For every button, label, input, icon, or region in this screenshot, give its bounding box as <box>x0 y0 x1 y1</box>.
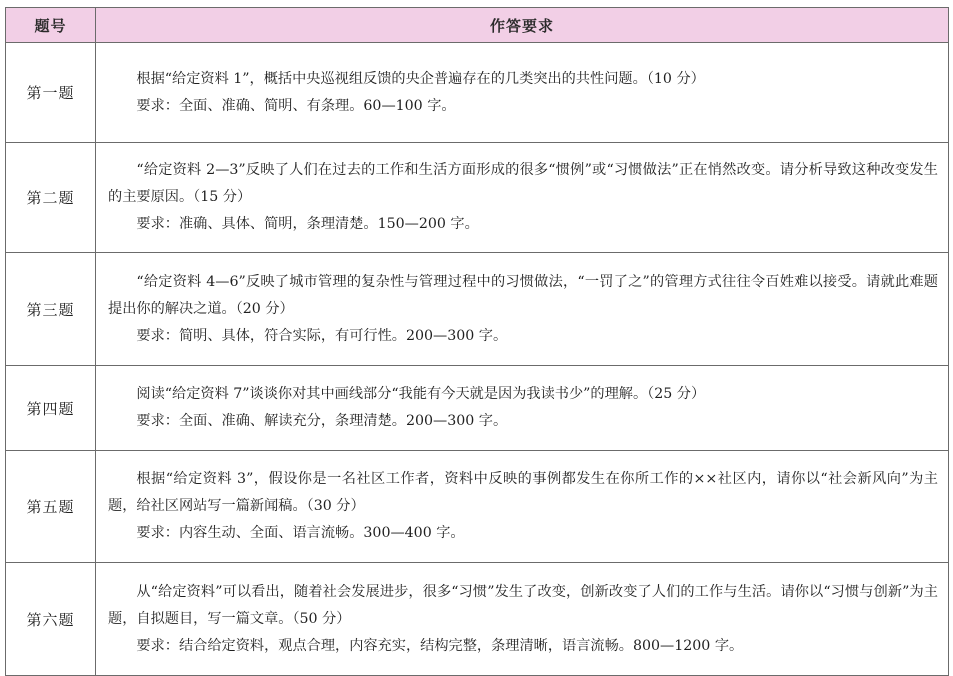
prompt-line: 内，请你以“社会新风向”为主题，给社区网站写一篇新闻稿。（30 分） <box>108 471 938 514</box>
prompt-line: 根据“给定资料 3”，假设你是一名社区工作者，资料中反映的事例都发生在你所工作的××社区 <box>136 471 748 487</box>
prompt-line: 根据“给定资料 1”，概括中央巡视组反馈的央企普遍存在的几类突出的共性问题。（10 分） <box>136 70 705 87</box>
question-requirement <box>108 633 938 660</box>
table-row <box>6 366 949 451</box>
question-prompt <box>108 466 938 520</box>
question-content <box>96 143 949 253</box>
question-label: 第四题 <box>6 366 96 451</box>
table-row <box>6 253 949 366</box>
prompt-line: 活。请你以“习惯与创新”为主题，自拟题目，写一篇文章。（50 分） <box>108 583 938 627</box>
prompt-line: “给定资料 2—3”反映了人们在过去的工作和生活方面形成的很多“惯例”或“习惯做法”正在悄然 <box>136 162 737 178</box>
question-label: 第三题 <box>6 253 96 366</box>
header-answer-requirements: 作答要求 <box>96 8 949 43</box>
question-prompt <box>108 66 938 93</box>
question-requirement <box>108 211 938 238</box>
question-content <box>96 253 949 366</box>
question-label: 第二题 <box>6 143 96 253</box>
requirement-line: 要求：结合给定资料，观点合理，内容充实，结构完整，条理清晰，语言流畅。800—1200 字。 <box>136 637 744 654</box>
question-label: 第六题 <box>6 563 96 676</box>
table-header-row <box>6 8 949 43</box>
question-prompt <box>108 157 938 211</box>
question-label: 第一题 <box>6 43 96 143</box>
table-row <box>6 563 949 676</box>
requirements-table <box>5 7 949 676</box>
table-row <box>6 451 949 563</box>
question-requirement <box>108 520 938 547</box>
requirement-line: 要求：全面、准确、解读充分，条理清楚。200—300 字。 <box>136 413 508 429</box>
question-content <box>96 451 949 563</box>
question-requirement <box>108 93 938 120</box>
prompt-line: 阅读“给定资料 7”谈谈你对其中画线部分“我能有今天就是因为我读书少”的理解。（25 分） <box>136 386 706 402</box>
requirement-line: 要求：全面、准确、简明、有条理。60—100 字。 <box>136 97 456 114</box>
question-prompt <box>108 269 938 323</box>
question-content <box>96 43 949 143</box>
question-requirement <box>108 323 938 350</box>
question-prompt <box>108 579 938 633</box>
requirement-line: 要求：简明、具体，符合实际，有可行性。200—300 字。 <box>136 327 508 344</box>
table-row <box>6 43 949 143</box>
question-label: 第五题 <box>6 451 96 563</box>
prompt-line: 令百姓难以接受。请就此难题提出你的解决之道。（20 分） <box>108 273 938 317</box>
prompt-line: “给定资料 4—6”反映了城市管理的复杂性与管理过程中的习惯做法，“一罚了之”的管理方式往往 <box>136 273 751 290</box>
requirement-line: 要求：内容生动、全面、语言流畅。300—400 字。 <box>136 525 465 541</box>
requirement-line: 要求：准确、具体、简明，条理清楚。150—200 字。 <box>136 216 479 232</box>
header-question-number: 题号 <box>6 8 96 43</box>
question-requirement <box>108 408 938 435</box>
prompt-line: 从“给定资料”可以看出，随着社会发展进步，很多“习惯”发生了改变，创新改变了人们的工作与生 <box>136 583 752 600</box>
question-prompt <box>108 381 938 408</box>
question-content <box>96 366 949 451</box>
prompt-line: 改变。请分析导致这种改变发生的主要原因。（15 分） <box>108 162 938 205</box>
question-content <box>96 563 949 676</box>
table-row <box>6 143 949 253</box>
